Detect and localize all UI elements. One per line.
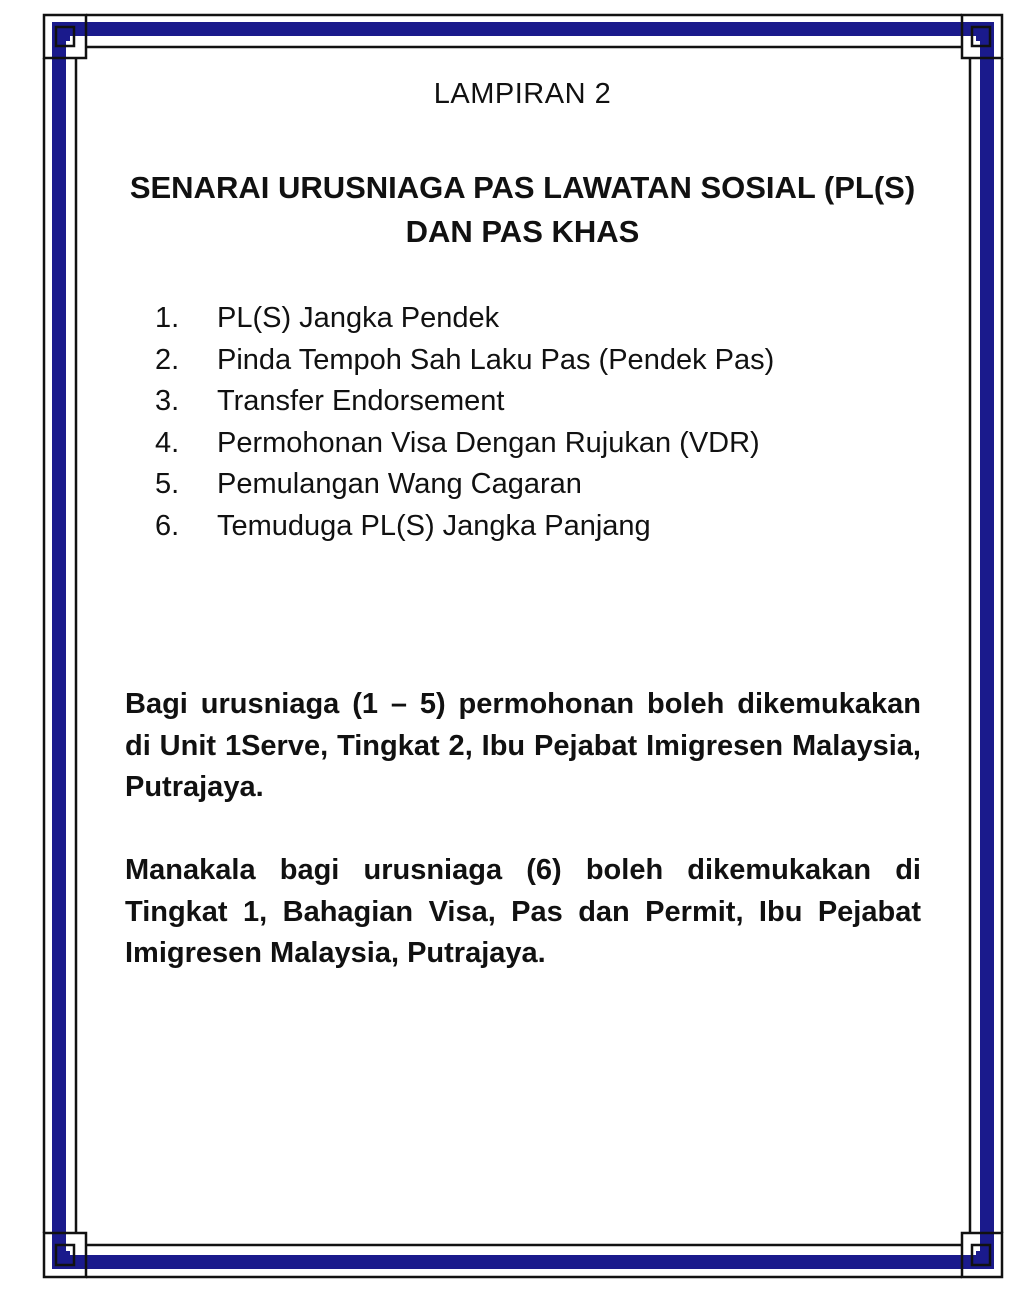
document-title (110, 166, 935, 254)
list-item (155, 381, 774, 423)
note-transaction-6: Manakala bagi urusniaga (6) boleh dikemukakan di Tingkat 1, Bahagian Visa, Pas dan Permit, Ibu Pejabat Imigresen Malaysia, Putrajaya. (125, 854, 921, 969)
list-item-label: Pemulangan Wang Cagaran (217, 468, 582, 501)
list-item (155, 423, 774, 465)
list-item (155, 298, 774, 340)
list-item-number: 3. (155, 385, 180, 418)
list-item (155, 506, 774, 548)
list-item-number: 2. (155, 343, 180, 376)
list-item-label: Temuduga PL(S) Jangka Panjang (217, 509, 651, 542)
title-line-1: SENARAI URUSNIAGA PAS LAWATAN SOSIAL (PL(S) (129, 170, 916, 205)
list-item-label: PL(S) Jangka Pendek (217, 302, 500, 334)
list-item-number: 4. (155, 426, 180, 459)
list-item-number: 6. (155, 509, 180, 542)
list-item-label: Transfer Endorsement (217, 385, 505, 418)
note-transactions-1-to-5: Bagi urusniaga (1 – 5) permohonan boleh dikemukakan di Unit 1Serve, Tingkat 2, Ibu Pejabat Imigresen Malaysia, Putrajaya. (125, 688, 921, 803)
list-item-number: 1. (155, 302, 180, 334)
appendix-label: LAMPIRAN 2 (433, 78, 612, 110)
list-item-label: Permohonan Visa Dengan Rujukan (VDR) (217, 426, 760, 459)
title-line-2: DAN PAS KHAS (405, 214, 640, 249)
list-item (155, 464, 774, 506)
list-item-label: Pinda Tempoh Sah Laku Pas (Pendek Pas) (217, 343, 775, 376)
list-item-number: 5. (155, 468, 180, 501)
list-item (155, 340, 774, 382)
transaction-list (155, 298, 774, 548)
